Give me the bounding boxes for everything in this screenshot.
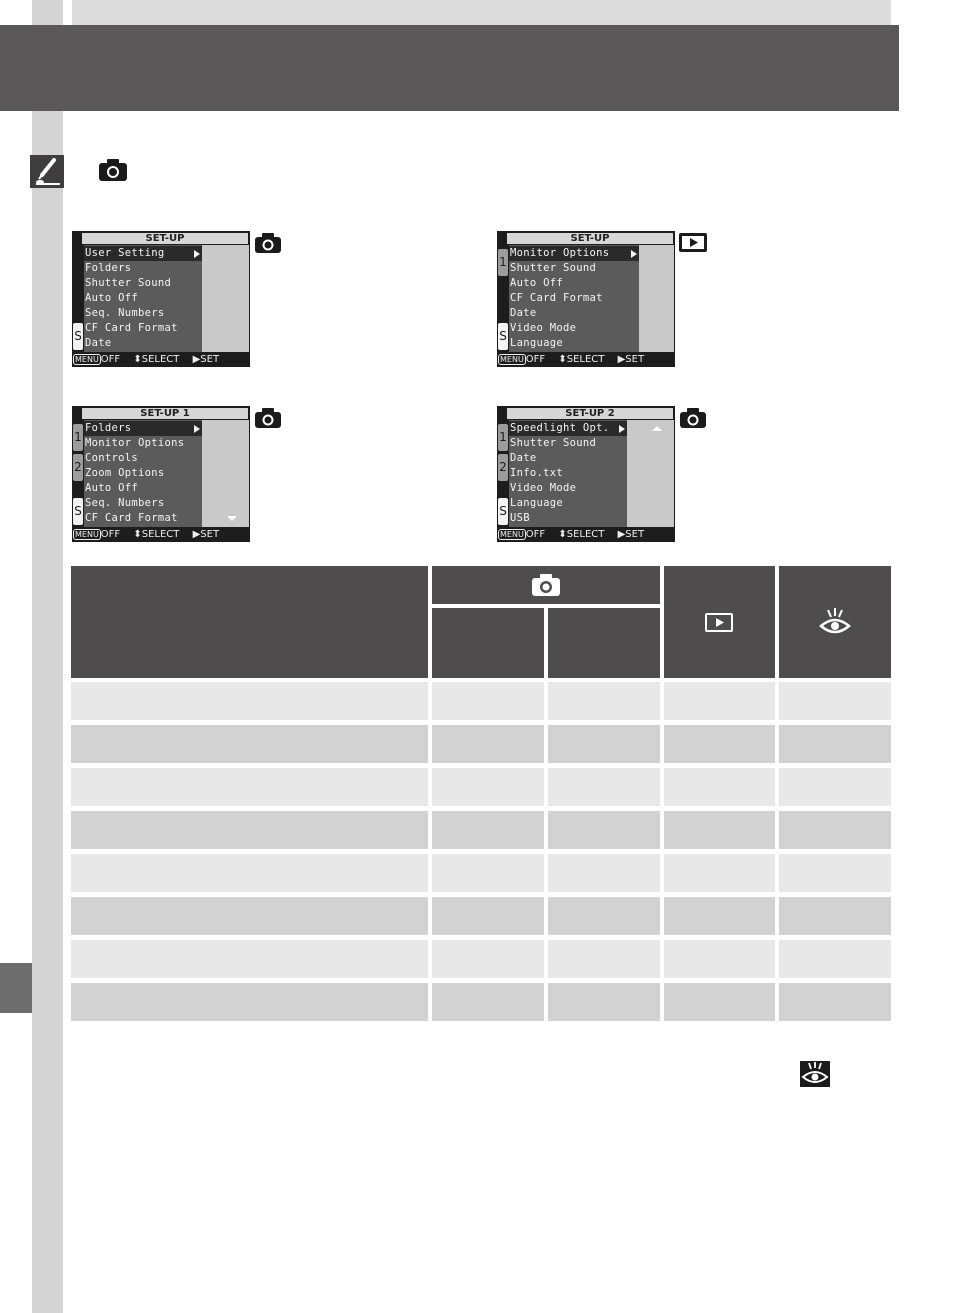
screen-title: SET-UP 2 [507, 408, 673, 419]
table-row-label-cell [71, 940, 428, 978]
setup-menu-screen-3 [72, 406, 250, 542]
table-cell [548, 682, 660, 720]
menu-list [509, 420, 627, 527]
setup-pen-icon [30, 155, 64, 188]
tab-1[interactable]: 1 [73, 424, 83, 451]
table-cell [664, 811, 775, 849]
menu-item[interactable]: Date [510, 452, 537, 464]
menu-item[interactable]: Folders [85, 262, 132, 274]
tab-1[interactable]: 1 [498, 249, 508, 276]
table-row-label-cell [71, 811, 428, 849]
table-row-label-cell [71, 854, 428, 892]
menu-button-label: MENU [500, 530, 524, 539]
menu-item[interactable]: Info.txt [510, 467, 563, 479]
menu-button-label: MENU [75, 530, 99, 539]
table-header-playback-cell [664, 566, 775, 678]
table-cell [664, 768, 775, 806]
camera-icon [98, 158, 128, 182]
updown-icon: ⬍ [558, 354, 567, 365]
table-cell [432, 725, 544, 763]
menu-item[interactable]: Auto Off [510, 277, 563, 289]
scroll-up-icon[interactable] [652, 426, 662, 431]
footer-off: OFF [525, 354, 546, 365]
footer-set: SET [200, 354, 220, 365]
menu-item[interactable]: CF Card Format [85, 322, 178, 334]
footer-set: SET [625, 529, 645, 540]
footer-select: SELECT [566, 354, 605, 365]
right-arrow-icon: ▶ [617, 529, 626, 540]
menu-list [509, 245, 639, 352]
footer-select: SELECT [141, 354, 180, 365]
camera-icon [531, 573, 561, 597]
table-row-label-cell [71, 897, 428, 935]
menu-item[interactable]: Video Mode [510, 322, 577, 334]
menu-item[interactable]: Folders [84, 421, 203, 436]
eye-icon [800, 1061, 830, 1087]
menu-item[interactable]: CF Card Format [85, 512, 178, 524]
top-band [72, 0, 891, 25]
table-cell [779, 725, 891, 763]
tab-2[interactable]: 2 [498, 454, 508, 481]
menu-item[interactable]: Seq. Numbers [85, 307, 165, 319]
right-arrow-icon: ▶ [617, 354, 626, 365]
camera-icon [254, 407, 282, 429]
table-cell [779, 682, 891, 720]
table-cell [548, 768, 660, 806]
setup-menu-screen-1 [72, 231, 250, 367]
menu-list [84, 420, 202, 527]
menu-item[interactable]: Monitor Options [509, 246, 640, 261]
table-cell [664, 897, 775, 935]
left-margin-strip [32, 0, 63, 1313]
table-cell [432, 940, 544, 978]
table-header-camera-cell [432, 566, 660, 604]
tab-s[interactable]: S [498, 323, 508, 350]
table-cell [664, 725, 775, 763]
table-cell [779, 983, 891, 1021]
updown-icon: ⬍ [133, 529, 142, 540]
menu-item[interactable]: Controls [85, 452, 138, 464]
table-header-sub-cell [548, 608, 660, 678]
table-cell [779, 768, 891, 806]
menu-button-label: MENU [75, 355, 99, 364]
screen-title: SET-UP 1 [82, 408, 248, 419]
right-arrow-icon: ▶ [192, 529, 201, 540]
menu-item[interactable]: Shutter Sound [510, 437, 597, 449]
table-row-label-cell [71, 725, 428, 763]
menu-item[interactable]: Date [85, 337, 112, 349]
menu-item[interactable]: Auto Off [85, 482, 138, 494]
updown-icon: ⬍ [558, 529, 567, 540]
footer-off: OFF [525, 529, 546, 540]
screen-footer [497, 353, 675, 367]
tab-2[interactable]: 2 [73, 454, 83, 481]
eye-icon [819, 608, 851, 636]
playback-icon [679, 233, 707, 252]
menu-item[interactable]: Video Mode [510, 482, 577, 494]
chapter-tab [0, 963, 32, 1013]
table-cell [779, 940, 891, 978]
updown-icon: ⬍ [133, 354, 142, 365]
table-cell [432, 768, 544, 806]
footer-set: SET [200, 529, 220, 540]
menu-item[interactable]: CF Card Format [510, 292, 603, 304]
menu-item[interactable]: Zoom Options [85, 467, 165, 479]
menu-item[interactable]: Language [510, 497, 563, 509]
right-arrow-icon: ▶ [192, 354, 201, 365]
menu-item[interactable]: Shutter Sound [85, 277, 172, 289]
footer-select: SELECT [141, 529, 180, 540]
submenu-arrow-icon [194, 425, 200, 433]
menu-item[interactable]: Date [510, 307, 537, 319]
table-cell [548, 983, 660, 1021]
table-cell [779, 854, 891, 892]
table-cell [548, 854, 660, 892]
menu-list [84, 245, 202, 352]
footer-select: SELECT [566, 529, 605, 540]
menu-tabs [497, 245, 509, 352]
menu-tabs [497, 420, 509, 527]
table-cell [664, 854, 775, 892]
table-cell [432, 897, 544, 935]
tab-1[interactable]: 1 [498, 424, 508, 451]
menu-item[interactable]: USB [510, 512, 530, 524]
screen-title: SET-UP [82, 233, 248, 244]
submenu-arrow-icon [631, 250, 637, 258]
table-cell [779, 811, 891, 849]
menu-item[interactable]: Shutter Sound [510, 262, 597, 274]
table-row-label-cell [71, 768, 428, 806]
screen-side-panel [202, 420, 249, 527]
tab-s[interactable]: S [498, 498, 508, 525]
screen-title: SET-UP [507, 233, 673, 244]
setup-menu-screen-2 [497, 231, 675, 367]
submenu-arrow-icon [194, 250, 200, 258]
table-row-label-cell [71, 682, 428, 720]
table-cell [664, 940, 775, 978]
table-cell [664, 682, 775, 720]
menu-item[interactable]: Speedlight Opt. [509, 421, 628, 436]
menu-tabs [72, 420, 84, 527]
menu-item[interactable]: User Setting [84, 246, 203, 261]
footer-set: SET [625, 354, 645, 365]
screen-side-panel [202, 245, 249, 352]
submenu-arrow-icon [619, 425, 625, 433]
footer-off: OFF [100, 529, 121, 540]
scroll-down-icon[interactable] [227, 516, 237, 521]
tab-s[interactable]: S [73, 323, 83, 350]
menu-button-label: MENU [500, 355, 524, 364]
setup-menu-screen-4 [497, 406, 675, 542]
table-cell [548, 897, 660, 935]
menu-item[interactable]: Language [510, 337, 563, 349]
table-row-label-cell [71, 983, 428, 1021]
screen-footer [72, 353, 250, 367]
menu-item[interactable]: Auto Off [85, 292, 138, 304]
table-cell [779, 897, 891, 935]
screen-side-panel [627, 420, 674, 527]
section-header-bar [0, 25, 899, 111]
tab-s[interactable]: S [73, 498, 83, 525]
table-cell [432, 811, 544, 849]
menu-item[interactable]: Monitor Options [85, 437, 185, 449]
table-header-sub-cell [432, 608, 544, 678]
table-header-label-cell [71, 566, 428, 678]
table-cell [548, 811, 660, 849]
screen-footer [497, 528, 675, 542]
camera-icon [254, 232, 282, 254]
playback-icon [705, 613, 733, 632]
table-cell [548, 940, 660, 978]
table-cell [664, 983, 775, 1021]
screen-footer [72, 528, 250, 542]
menu-item[interactable]: Seq. Numbers [85, 497, 165, 509]
camera-icon [679, 407, 707, 429]
table-header-eye-cell [779, 566, 891, 678]
screen-side-panel [639, 245, 674, 352]
table-cell [432, 854, 544, 892]
footer-off: OFF [100, 354, 121, 365]
table-cell [432, 983, 544, 1021]
menu-tabs [72, 245, 84, 352]
table-cell [432, 682, 544, 720]
table-cell [548, 725, 660, 763]
